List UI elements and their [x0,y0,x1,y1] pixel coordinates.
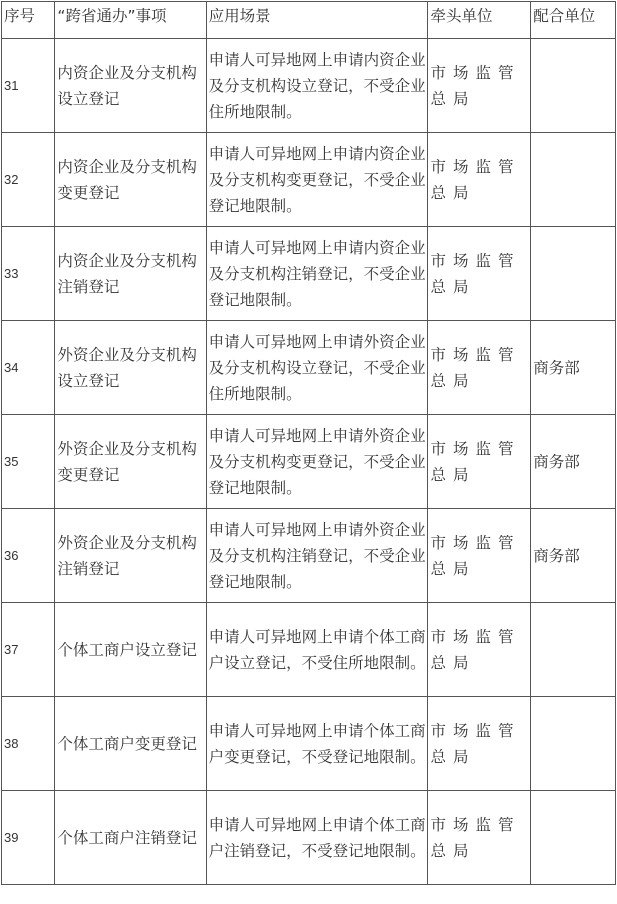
cell-lead: 市场监管总局 [428,227,531,321]
cell-cooperate [531,697,616,791]
cell-item: 内资企业及分支机构设立登记 [55,39,206,133]
header-cooperate: 配合单位 [531,2,616,39]
cell-num: 31 [2,39,55,133]
cell-cooperate: 商务部 [531,509,616,603]
cell-num: 32 [2,133,55,227]
cell-scene: 申请人可异地网上申请内资企业及分支机构设立登记，不受企业住所地限制。 [206,39,428,133]
table-row [2,415,616,509]
cell-lead: 市场监管总局 [428,39,531,133]
cell-scene: 申请人可异地网上申请内资企业及分支机构注销登记，不受企业登记地限制。 [206,227,428,321]
table-row [2,697,616,791]
cell-item: 个体工商户变更登记 [55,697,206,791]
table-row [2,39,616,133]
header-row [2,2,616,39]
cell-num: 34 [2,321,55,415]
cell-cooperate [531,603,616,697]
cell-cooperate: 商务部 [531,415,616,509]
cell-num: 38 [2,697,55,791]
header-num: 序号 [2,2,55,39]
cell-item: 外资企业及分支机构设立登记 [55,321,206,415]
header-scene: 应用场景 [206,2,428,39]
cell-item: 个体工商户设立登记 [55,603,206,697]
cell-lead: 市场监管总局 [428,415,531,509]
cell-lead: 市场监管总局 [428,133,531,227]
table-body [2,39,616,885]
cell-lead: 市场监管总局 [428,603,531,697]
cell-scene: 申请人可异地网上申请内资企业及分支机构变更登记，不受企业登记地限制。 [206,133,428,227]
table-row [2,509,616,603]
cell-cooperate [531,791,616,885]
cell-item: 个体工商户注销登记 [55,791,206,885]
cell-cooperate [531,39,616,133]
cell-cooperate: 商务部 [531,321,616,415]
cell-item: 内资企业及分支机构注销登记 [55,227,206,321]
table-row [2,133,616,227]
cell-lead: 市场监管总局 [428,697,531,791]
cell-item: 外资企业及分支机构变更登记 [55,415,206,509]
header-lead: 牵头单位 [428,2,531,39]
cell-item: 内资企业及分支机构变更登记 [55,133,206,227]
table-row [2,791,616,885]
cell-item: 外资企业及分支机构注销登记 [55,509,206,603]
cell-scene: 申请人可异地网上申请个体工商户变更登记，不受登记地限制。 [206,697,428,791]
cell-cooperate [531,227,616,321]
cell-cooperate [531,133,616,227]
table-row [2,603,616,697]
cell-lead: 市场监管总局 [428,791,531,885]
cell-num: 35 [2,415,55,509]
table-row [2,227,616,321]
cell-num: 33 [2,227,55,321]
table-row [2,321,616,415]
table-header [2,2,616,39]
cell-lead: 市场监管总局 [428,509,531,603]
cell-scene: 申请人可异地网上申请外资企业及分支机构设立登记，不受企业住所地限制。 [206,321,428,415]
cell-num: 37 [2,603,55,697]
cell-num: 36 [2,509,55,603]
cell-scene: 申请人可异地网上申请外资企业及分支机构注销登记，不受企业登记地限制。 [206,509,428,603]
cell-num: 39 [2,791,55,885]
header-item: “跨省通办”事项 [55,2,206,39]
cell-scene: 申请人可异地网上申请外资企业及分支机构变更登记，不受企业登记地限制。 [206,415,428,509]
services-table [1,1,616,885]
cell-scene: 申请人可异地网上申请个体工商户设立登记，不受住所地限制。 [206,603,428,697]
cell-lead: 市场监管总局 [428,321,531,415]
cell-scene: 申请人可异地网上申请个体工商户注销登记，不受登记地限制。 [206,791,428,885]
